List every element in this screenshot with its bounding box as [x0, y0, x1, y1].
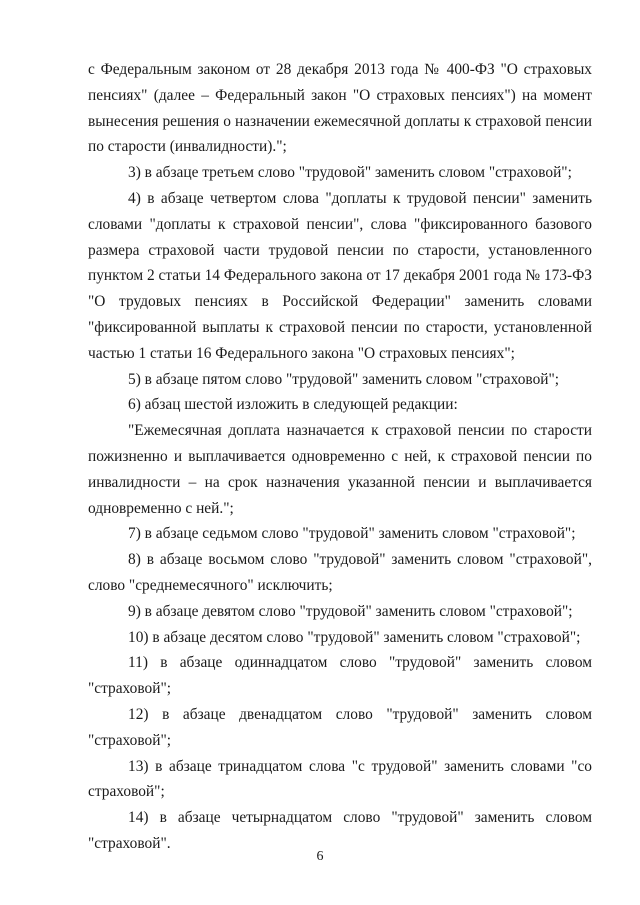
paragraph-item-7: 7) в абзаце седьмом слово "трудовой" заменить словом "страховой"; — [128, 525, 576, 543]
paragraph-item-11: 11) в абзаце одиннадцатом слово "трудовой" заменить словом "страховой"; — [88, 654, 592, 698]
document-body — [88, 57, 592, 857]
paragraph-item-13: 13) в абзаце тринадцатом слова "с трудовой" заменить словами "со страховой"; — [88, 757, 592, 801]
paragraph-item-5: 5) в абзаце пятом слово "трудовой" заменить словом "страховой"; — [128, 370, 560, 388]
paragraph-item-10: 10) в абзаце десятом слово "трудовой" заменить словом "страховой"; — [128, 628, 581, 646]
page-number: 6 — [316, 849, 324, 864]
paragraph-item-4: 4) в абзаце четвертом слова "доплаты к трудовой пенсии" заменить словами "доплаты к страховой пенсии", слова "фиксированного базового размера страховой части трудовой пенсии по старости, установленного пунктом 2 статьи 14 Федерального закона от 17 декабря 2001 года № 173-ФЗ "О трудовых пенсиях в Российской Федерации" заменить словами "фиксированной выплаты к страховой пенсии по старости, установленной частью 1 статьи 16 Федерального закона "О страховых пенсиях"; — [88, 189, 592, 362]
paragraph-item-14: 14) в абзаце четырнадцатом слово "трудовой" заменить словом "страховой". — [88, 809, 592, 852]
paragraph-item-9: 9) в абзаце девятом слово "трудовой" заменить словом "страховой"; — [128, 602, 573, 620]
paragraph-quoted-text: "Ежемесячная доплата назначается к страховой пенсии по старости пожизненно и выплачивается одновременно с ней, к страховой пенсии по инвалидности – на срок назначения указанной пенсии и выплачивается одновременно с ней."; — [88, 422, 592, 517]
paragraph-item-6: 6) абзац шестой изложить в следующей редакции: — [128, 396, 458, 414]
paragraph-item-3: 3) в абзаце третьем слово "трудовой" заменить словом "страховой"; — [128, 164, 572, 182]
paragraph-continuation: с Федеральным законом от 28 декабря 2013 года № 400-ФЗ "О страховых пенсиях" (далее – Федеральный закон "О страховых пенсиях") на момент вынесения решения о назначении ежемесячной доплаты к страховой пенсии по старости (инвалидности)."; — [88, 61, 592, 156]
paragraph-item-8: 8) в абзаце восьмом слово "трудовой" заменить словом "страховой", слово "среднемесячного" исключить; — [88, 551, 592, 594]
paragraph-item-12: 12) в абзаце двенадцатом слово "трудовой" заменить словом "страховой"; — [88, 705, 592, 749]
